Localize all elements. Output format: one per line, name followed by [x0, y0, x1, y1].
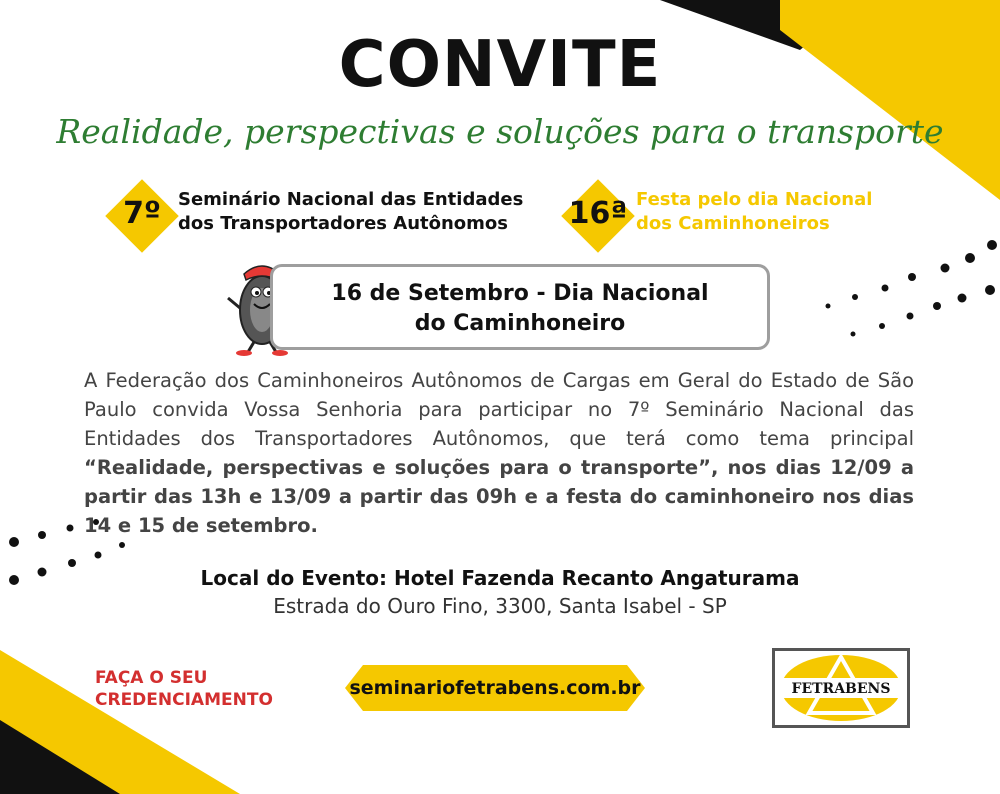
invitation-part1: A Federação dos Caminhoneiros Autônomos de Cargas em Geral do Estado de São Paulo convida Vossa Senhoria para participar no 7º Seminário Nacional das Entidades dos Transportadores Autônomos, que terá como tema principal [84, 369, 914, 450]
website-url: seminariofetrabens.com.br [349, 677, 641, 699]
invitation-text [84, 366, 914, 540]
fetrabens-logo [772, 648, 910, 728]
invitation-theme: “Realidade, perspectivas e soluções para o transporte” [84, 456, 711, 479]
website-link[interactable] [345, 665, 645, 711]
date-banner-line1: 16 de Setembro - Dia Nacional [331, 281, 709, 306]
event1-line1: Seminário Nacional das Entidades [178, 189, 524, 210]
credenciamento-line1: FAÇA O SEU [95, 668, 208, 688]
event1-label [178, 188, 523, 236]
event2-number: 16ª [568, 196, 628, 231]
page-title: CONVITE [338, 28, 662, 102]
event1-line2: dos Transportadores Autônomos [178, 213, 509, 234]
date-banner-text [273, 267, 767, 339]
logo-text: FETRABENS [791, 681, 891, 697]
event2-line1: Festa pelo dia Nacional [636, 189, 873, 210]
date-banner-line2: do Caminhoneiro [414, 311, 626, 336]
credenciamento-callout [95, 667, 273, 711]
event1-number: 7º [123, 196, 161, 231]
subtitle: Realidade, perspectivas e soluções para o transporte [56, 112, 944, 151]
invitation-part2: , nos dias 12/09 a partir das 13h e 13/09 a partir das 09h e a festa do caminhoneiro nos dias 14 e 15 de setembro. [84, 456, 914, 537]
event2-line2: dos Caminhoneiros [636, 213, 830, 234]
credenciamento-line2: CREDENCIAMENTO [95, 690, 273, 710]
event2-label [636, 188, 872, 236]
right-dots [826, 240, 998, 337]
venue-label: Local do Evento: Hotel Fazenda Recanto Angaturama [200, 566, 800, 590]
venue-address: Estrada do Ouro Fino, 3300, Santa Isabel - SP [273, 594, 727, 618]
date-banner [270, 264, 770, 350]
